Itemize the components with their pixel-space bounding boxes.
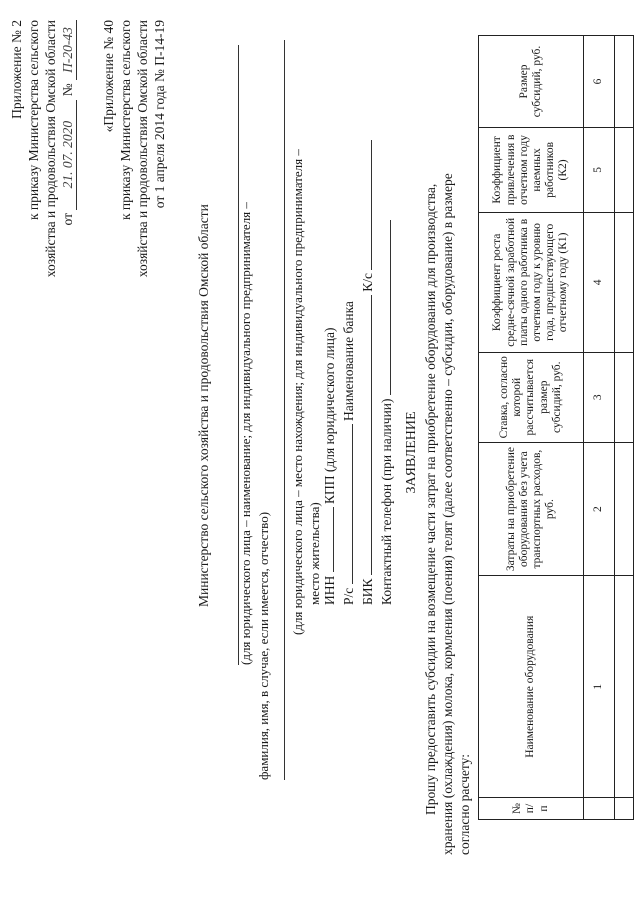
address-hint-cont: место жительства) bbox=[307, 502, 322, 605]
table-number-row bbox=[584, 36, 615, 820]
number-cell: 3 bbox=[584, 352, 615, 442]
appendix-line-3: хозяйства и продовольствия Омской области bbox=[43, 20, 58, 278]
bik-label: БИК bbox=[360, 578, 375, 605]
number-cell: 4 bbox=[584, 212, 615, 352]
table-cell[interactable] bbox=[615, 352, 634, 442]
applicant-name-line bbox=[222, 45, 239, 665]
body-line-2: хранения (охлаждения) молока, кормления (поения) телят (далее соответственно – субсидии, оборудование) в размере bbox=[440, 173, 455, 855]
header-cell-equipment: Наименование оборудования bbox=[479, 576, 584, 798]
statement-title: ЗАЯВЛЕНИЕ bbox=[404, 411, 419, 494]
calculation-table bbox=[478, 35, 634, 820]
number-cell: 1 bbox=[584, 576, 615, 798]
inn-label: ИНН bbox=[322, 575, 337, 605]
bank-label: Наименование банка bbox=[341, 301, 356, 421]
number-cell: 6 bbox=[584, 36, 615, 128]
appendix-line-2: к приказу Министерства сельского bbox=[26, 20, 41, 221]
previous-appendix-number: «Приложение № 40 bbox=[101, 20, 116, 133]
recipient: Министерство сельского хозяйства и продовольствия Омской области bbox=[196, 204, 211, 607]
previous-appendix bbox=[100, 20, 168, 440]
handwritten-number: П-20-43 bbox=[59, 20, 77, 80]
handwritten-date: 21. 07. 2020 bbox=[59, 100, 77, 210]
phone-field[interactable] bbox=[390, 220, 391, 395]
ks-label: К/с bbox=[360, 272, 375, 292]
kpp-label: КПП (для юридического лица) bbox=[322, 327, 337, 504]
header-cell-k2: Коэффициент привлечения в отчетном году наемных работников (К2) bbox=[479, 127, 584, 212]
header-cell-subsidy: Размер субсидий, руб. bbox=[479, 36, 584, 128]
from-label: от bbox=[60, 213, 75, 226]
table-cell[interactable] bbox=[615, 127, 634, 212]
table-header-row bbox=[479, 36, 584, 820]
number-cell: 5 bbox=[584, 127, 615, 212]
table-cell[interactable] bbox=[615, 442, 634, 576]
body-line-3: согласно расчету: bbox=[457, 754, 472, 855]
header-cell-k1: Коэффициент роста средне-сячной заработной платы одного работника в отчетном году к уровню года, предшествующего отчетному году (К1) bbox=[479, 212, 584, 352]
applicant-name-hint: (для юридического лица – наименование; для индивидуального предпринимателя – bbox=[238, 202, 253, 665]
applicant-name-hint-cont: фамилия, имя, в случае, если имеется, отчество) bbox=[256, 511, 271, 780]
rs-field[interactable] bbox=[352, 424, 353, 584]
previous-appendix-line-2: к приказу Министерства сельского bbox=[118, 20, 133, 221]
table-cell[interactable] bbox=[615, 212, 634, 352]
header-cell-no: № п/п bbox=[479, 798, 584, 820]
previous-appendix-line-3: хозяйства и продовольствия Омской области bbox=[135, 20, 150, 278]
inn-kpp-row bbox=[322, 45, 338, 605]
number-cell: 2 bbox=[584, 442, 615, 576]
number-cell bbox=[584, 798, 615, 820]
address-line bbox=[272, 40, 285, 780]
statement-body bbox=[422, 0, 473, 855]
appendix-number: Приложение № 2 bbox=[9, 20, 24, 119]
body-line-1: Прошу предоставить субсидии на возмещение части затрат на приобретение оборудования для производства, bbox=[423, 183, 438, 815]
address-hint: (для юридического лица – место нахождения; для индивидуального предпринимателя – bbox=[290, 149, 305, 635]
phone-row bbox=[379, 45, 395, 605]
phone-label: Контактный телефон (при наличии) bbox=[379, 398, 394, 605]
header-cell-costs: Затраты на приобретение оборудования без учета транспортных расходов, руб. bbox=[479, 442, 584, 576]
table-cell[interactable] bbox=[615, 36, 634, 128]
account-bank-row bbox=[341, 45, 357, 605]
table-cell[interactable] bbox=[615, 798, 634, 820]
table-cell[interactable] bbox=[615, 576, 634, 798]
bik-field[interactable] bbox=[371, 295, 372, 575]
appendix-header bbox=[8, 20, 77, 440]
header-cell-rate: Ставка, согласно которой рассчитывается размер субсидий, руб. bbox=[479, 352, 584, 442]
bik-ks-row bbox=[360, 25, 376, 605]
appendix-date-line bbox=[59, 20, 77, 440]
number-sign: № bbox=[60, 83, 75, 97]
previous-appendix-line-4: от 1 апреля 2014 года № П-14-19 bbox=[152, 20, 167, 209]
ks-field[interactable] bbox=[371, 140, 372, 270]
inn-field[interactable] bbox=[333, 507, 334, 572]
rs-label: Р/с bbox=[341, 587, 356, 605]
table-row bbox=[615, 36, 634, 820]
